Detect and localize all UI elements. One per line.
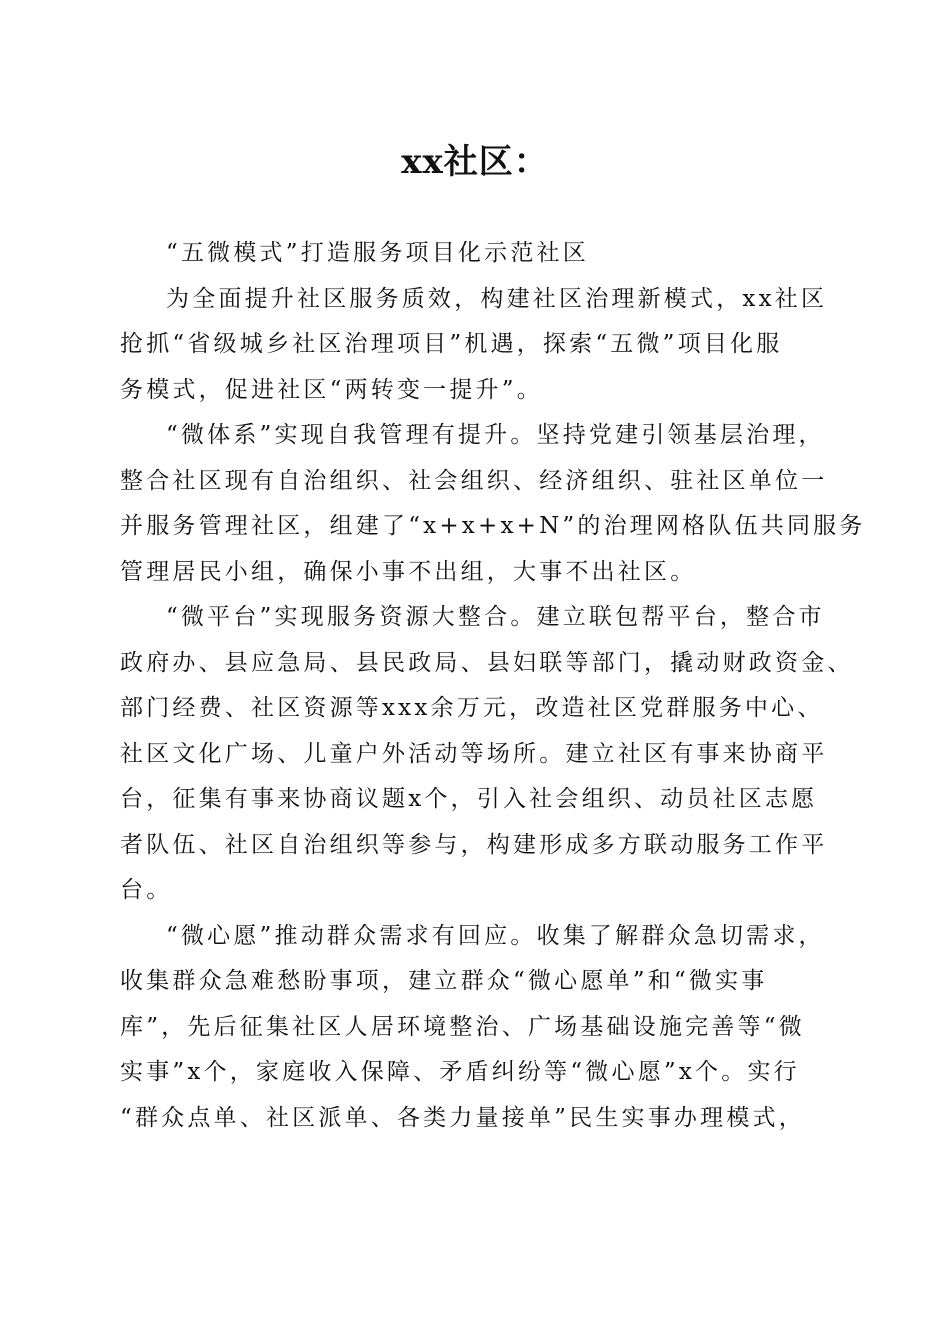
micro-system-paragraph bbox=[120, 413, 866, 595]
intro-paragraph bbox=[120, 277, 830, 414]
text-line: “微平台”实现服务资源大整合。建立联包帮平台，整合市 bbox=[166, 604, 825, 630]
text-line: 抢抓“省级城乡社区治理项目”机遇，探索“五微”项目化服 bbox=[120, 331, 783, 357]
document-body bbox=[120, 231, 866, 1141]
text-line: “五微模式”打造服务项目化示范社区 bbox=[166, 240, 589, 266]
text-line: 收集群众急难愁盼事项，建立群众“微心愿单”和“微实事 bbox=[120, 968, 768, 994]
text-line: “微心愿”推动群众需求有回应。收集了解群众急切需求， bbox=[166, 922, 825, 949]
text-line: 台，征集有事来协商议题x个，引入社会组织、动员社区志愿 bbox=[120, 786, 818, 812]
text-line: 库”，先后征集社区人居环境整治、广场基础设施完善等“微 bbox=[120, 1013, 805, 1040]
text-line: 实事”x个，家庭收入保障、矛盾纠纷等“微心愿”x个。实行 bbox=[120, 1059, 800, 1085]
text-line: 务模式，促进社区“两转变一提升”。 bbox=[120, 376, 543, 403]
text-line: “群众点单、社区派单、各类力量接单”民生实事办理模式， bbox=[120, 1104, 805, 1131]
micro-platform-paragraph bbox=[120, 595, 854, 914]
document-title: xx社区： bbox=[401, 142, 549, 182]
text-line: 部门经费、社区资源等xxx余万元，改造社区党群服务中心、 bbox=[120, 695, 824, 721]
text-line: 并服务管理社区，组建了“x+x+x+N”的治理网格队伍共同服务 bbox=[120, 513, 866, 539]
text-line: 台。 bbox=[120, 877, 173, 903]
text-line: 者队伍、社区自治组织等参与，构建形成多方联动服务工作平 bbox=[120, 831, 828, 858]
text-line: 为全面提升社区服务质效，构建社区治理新模式，xx社区 bbox=[166, 285, 828, 312]
text-line: 政府办、县应急局、县民政局、县妇联等部门，撬动财政资金、 bbox=[120, 649, 854, 676]
text-line: “微体系”实现自我管理有提升。坚持党建引领基层治理， bbox=[166, 422, 825, 448]
text-line: 社区文化广场、儿童户外活动等场所。建立社区有事来协商平 bbox=[120, 740, 828, 767]
micro-wish-paragraph bbox=[120, 914, 830, 1142]
text-line: 管理居民小组，确保小事不出组，大事不出社区。 bbox=[120, 558, 697, 585]
subtitle-paragraph bbox=[120, 231, 830, 277]
text-line: 整合社区现有自治组织、社会组织、经济组织、驻社区单位一 bbox=[120, 467, 828, 494]
